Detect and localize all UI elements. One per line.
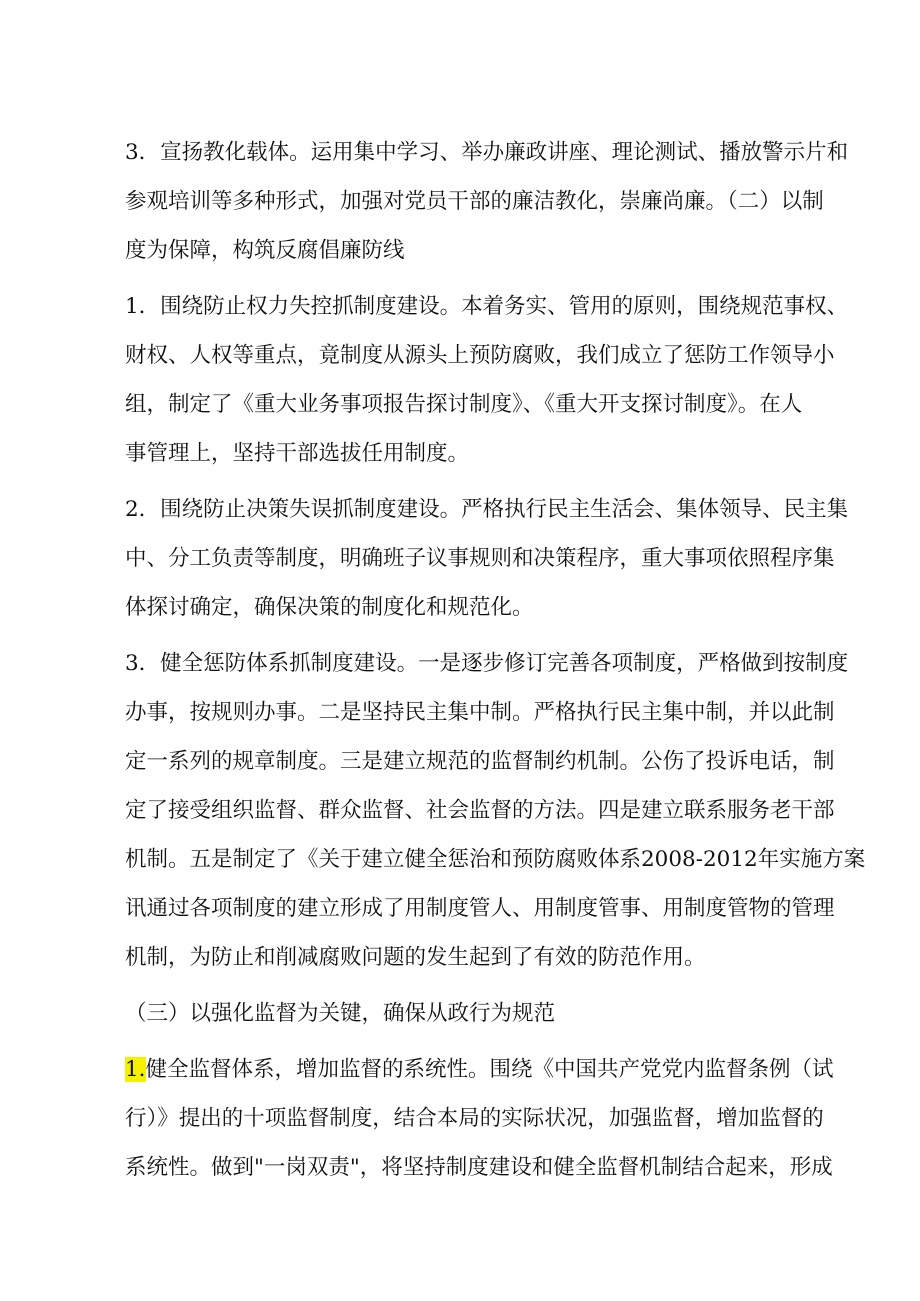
text-line: 行）》提出的十项监督制度，结合本局的实际状况，加强监督，增加监督的 — [125, 1106, 824, 1131]
text-line-rest: 健全监督体系，增加监督的系统性。围绕《中国共产党党内监督条例（试 — [145, 1057, 834, 1082]
text-line: 办事，按规则办事。二是坚持民主集中制。严格执行民主集中制，并以此制 — [125, 700, 835, 725]
text-line: 参观培训等多种形式，加强对党员干部的廉洁教化，崇廉尚廉。（二）以制 — [125, 189, 824, 214]
text-line: 定一系列的规章制度。三是建立规范的监督制约机制。公伤了投诉电话，制 — [125, 749, 835, 774]
text-line: 事管理上，坚持干部选拔任用制度。 — [125, 441, 470, 466]
text-line: 组，制定了《重大业务事项报告探讨制度》、《重大开支探讨制度》。在人 — [125, 392, 803, 417]
text-line: 度为保障，构筑反腐倡廉防线 — [125, 238, 405, 263]
text-line: 机制。五是制定了《关于建立健全惩治和预防腐败体系2008-2012年实施方案 — [125, 847, 866, 872]
text-line: 3．宣扬教化载体。运用集中学习、举办廉政讲座、理论测试、播放警示片和 — [125, 140, 849, 165]
text-line: 系统性。做到"一岗双责"，将坚持制度建设和健全监督机制结合起来，形成 — [125, 1155, 833, 1180]
text-line: 体探讨确定，确保决策的制度化和规范化。 — [125, 595, 534, 620]
text-line: 1．围绕防止权力失控抓制度建设。本着务实、管用的原则，围绕规范事权、 — [125, 294, 849, 319]
text-line: 2．围绕防止决策失误抓制度建设。严格执行民主生活会、集体领导、民主集 — [125, 497, 849, 522]
highlighted-marker: 1. — [125, 1057, 146, 1082]
text-line: 讯通过各项制度的建立形成了用制度管人、用制度管事、用制度管物的管理 — [125, 896, 835, 921]
text-line: 财权、人权等重点，竟制度从源头上预防腐败，我们成立了惩防工作领导小 — [125, 343, 835, 368]
section-heading: （三）以强化监督为关键，确保从政行为规范 — [125, 1001, 556, 1026]
document-body — [125, 128, 866, 1192]
text-line: 3．健全惩防体系抓制度建设。一是逐步修订完善各项制度，严格做到按制度 — [125, 651, 849, 676]
text-line: 机制，为防止和削减腐败问题的发生起到了有效的防范作用。 — [125, 945, 706, 970]
text-line: 中、分工负责等制度，明确班子议事规则和决策程序，重大事项依照程序集 — [125, 546, 835, 571]
text-line: 定了接受组织监督、群众监督、社会监督的方法。四是建立联系服务老干部 — [125, 798, 835, 823]
text-line-highlighted — [125, 1045, 834, 1094]
